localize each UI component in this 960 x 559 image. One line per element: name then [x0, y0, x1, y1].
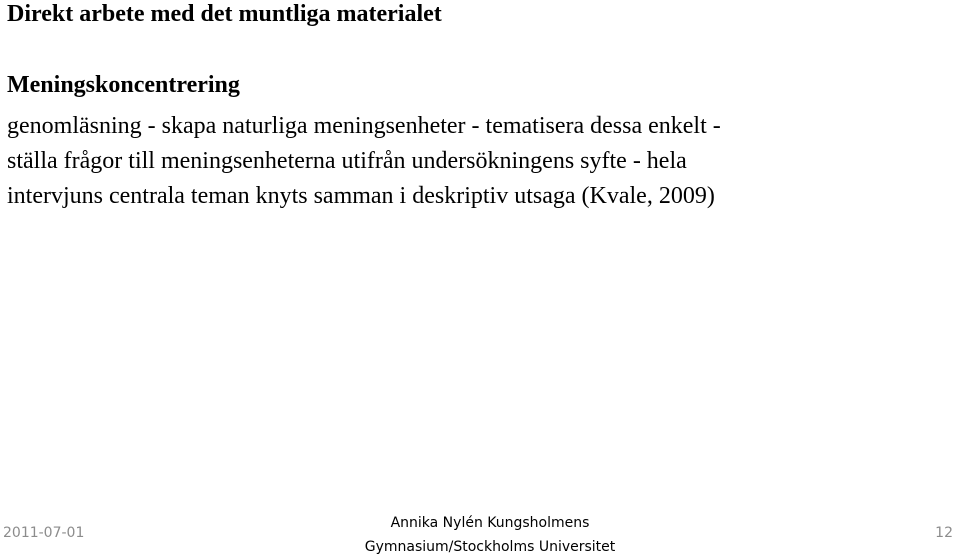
footer-author	[310, 511, 670, 559]
footer-date: 2011-07-01	[3, 525, 85, 541]
section-heading: Meningskoncentrering	[7, 72, 240, 98]
body-line: ställa frågor till meningsenheterna utifrån undersökningens syfte - hela	[7, 148, 687, 174]
body-line: genomläsning - skapa naturliga meningsenheter - tematisera dessa enkelt -	[7, 113, 721, 139]
page-number: 12	[935, 525, 953, 541]
body-line: intervjuns centrala teman knyts samman i deskriptiv utsaga (Kvale, 2009)	[7, 183, 715, 209]
footer-author-line: Gymnasium/Stockholms Universitet	[364, 539, 616, 555]
body-paragraph	[7, 109, 947, 214]
slide-title: Direkt arbete med det muntliga materialet	[7, 1, 442, 27]
footer-author-line: Annika Nylén Kungsholmens	[390, 515, 590, 531]
